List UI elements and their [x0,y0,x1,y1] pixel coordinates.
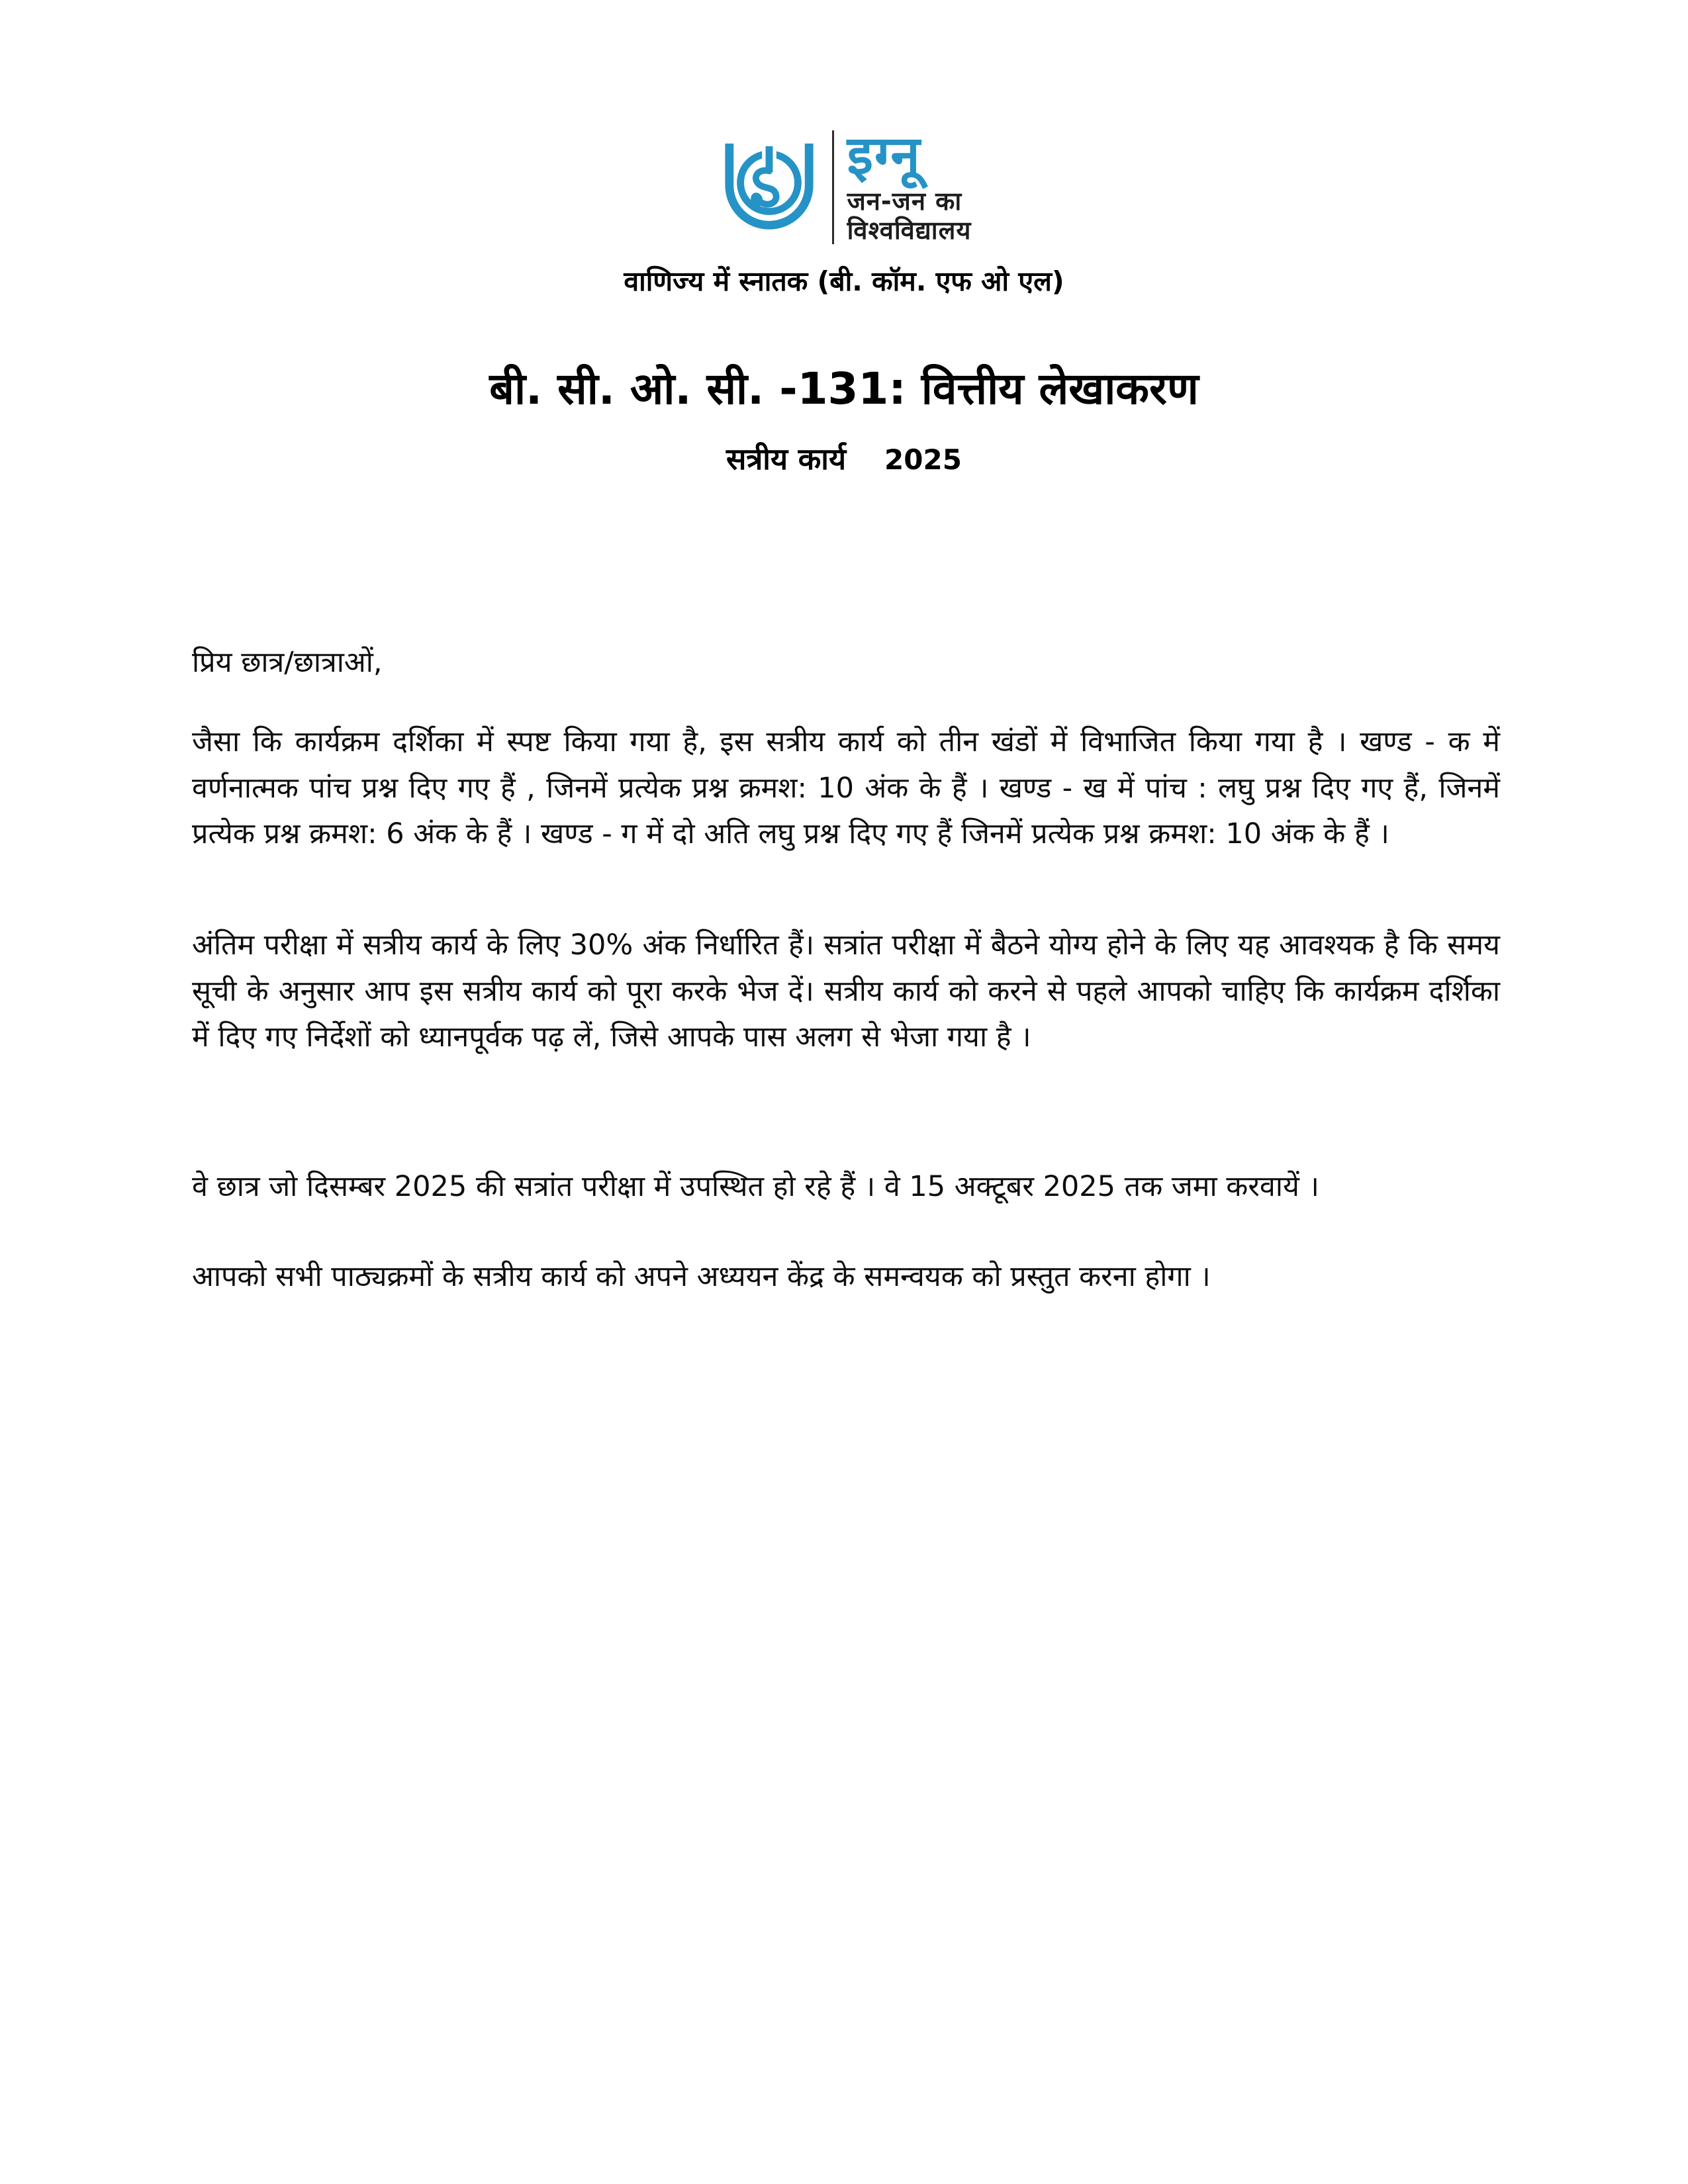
logo-tagline-line2: विश्वविद्यालय [847,215,972,245]
logo-divider [832,130,834,244]
assignment-year: 2025 [884,443,962,477]
course-title: बी. सी. ओ. सी. -131: वित्तीय लेखाकरण [489,363,1199,415]
paragraph-submission: आपको सभी पाठ्यक्रमों के सत्रीय कार्य को अपने अध्ययन केंद्र के समन्वयक को प्रस्तुत करना होगा । [192,1259,1211,1293]
document-header [0,0,1688,478]
paragraph-deadline: वे छात्र जो दिसम्बर 2025 की सत्रांत परीक्षा में उपस्थित हो रहे हैं । वे 15 अक्टूबर 2025 तक जमा करवायें । [192,1169,1319,1203]
assignment-subtitle [0,438,1688,478]
letter-body [192,640,1500,1300]
logo-tagline-line1: जन-जन का [847,187,962,216]
logo-text [847,124,972,245]
ignou-logo [717,124,972,245]
program-name: वाणिज्य में स्नातक (बी. कॉम. एफ ओ एल) [624,265,1064,298]
salutation: प्रिय छात्र/छात्राओं, [192,646,383,680]
paragraph-marks-info: अंतिम परीक्षा में सत्रीय कार्य के लिए 30% अंक निर्धारित हैं। सत्रांत परीक्षा में बैठने योग्य होने के लिए यह आवश्यक है कि समय सूची के अनुसार आप इस सत्रीय कार्य को पूरा करके भेज दें। सत्रीय कार्य को करने से पहले आपको चाहिए कि कार्यक्रम दर्शिका में दिए गए निर्देशों को ध्यानपूर्वक पढ़ लें, जिसे आपके पास अलग से भेजा गया है । [192,929,1500,1054]
ignou-logo-icon [717,138,821,236]
assignment-subtitle-text: सत्रीय कार्य [726,441,847,477]
paragraph-structure: जैसा कि कार्यक्रम दर्शिका में स्पष्ट किया गया है, इस सत्रीय कार्य को तीन खंडों में विभाजित किया गया है । खण्ड - क में वर्णनात्मक पांच प्रश्न दिए गए हैं , जिनमें प्रत्येक प्रश्न क्रमश: 10 अंक के हैं । खण्ड - ख में पांच : लघु प्रश्न दिए गए हैं, जिनमें प्रत्येक प्रश्न क्रमश: 6 अंक के हैं । खण्ड - ग में दो अति लघु प्रश्न दिए गए हैं जिनमें प्रत्येक प्रश्न क्रमश: 10 अंक के हैं । [192,725,1500,851]
logo-name-hindi: इग्नू [847,124,921,186]
